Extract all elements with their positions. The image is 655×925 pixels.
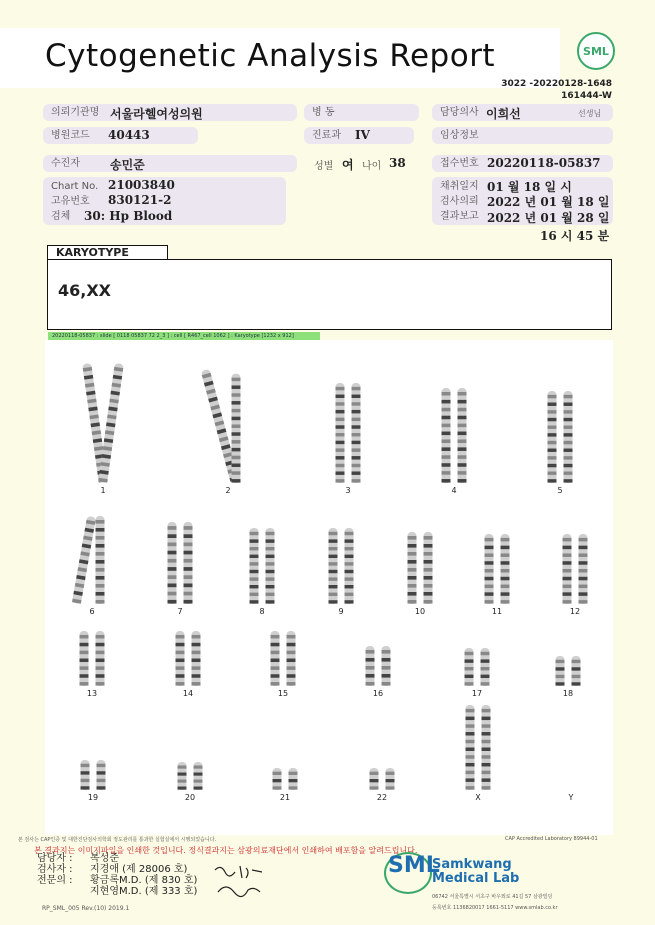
chromosome-label-13: 13 xyxy=(86,689,98,698)
chromosome-pair-8 xyxy=(250,528,275,604)
sml-logo-text: SML xyxy=(583,44,609,58)
chromosome-label-5: 5 xyxy=(557,486,563,495)
chromosome-pair-7 xyxy=(168,522,193,604)
receipt-label: 접수번호 xyxy=(440,158,479,169)
lab-address: 06742 서울특별시 서초구 바우뫼로 41길 57 삼광빌딩 xyxy=(432,894,553,900)
chart-value: 21003840 xyxy=(108,178,175,192)
report-number-line1: 3022 -20220128-1648 xyxy=(501,79,612,89)
chromosome-label-7: 7 xyxy=(177,607,183,616)
hospital-code-label: 병원코드 xyxy=(51,130,90,141)
chromosome-label-1: 1 xyxy=(100,486,106,495)
chromosome-pair-5 xyxy=(548,391,573,483)
chromosome-label-2: 2 xyxy=(225,486,231,495)
expert2-value: 지현영M.D. (제 333 호) xyxy=(90,886,198,897)
chromosome-label-15: 15 xyxy=(277,689,289,698)
request-label: 검사의뢰 xyxy=(440,196,479,207)
chromosome-label-22: 22 xyxy=(376,793,388,802)
chromosome-pair-17 xyxy=(465,648,490,686)
chromosome-pair-19 xyxy=(81,760,106,790)
id-label: 고유번호 xyxy=(51,196,90,207)
ward-label: 병 동 xyxy=(312,107,335,118)
id-value: 830121-2 xyxy=(108,193,172,207)
chromosome-pair-10 xyxy=(408,532,433,604)
karyotype-box xyxy=(47,259,612,330)
chromosome-pair-14 xyxy=(176,631,201,686)
age-value: 38 xyxy=(389,156,406,170)
karyogram-svg xyxy=(45,340,613,835)
lab-name-line1: Samkwang xyxy=(432,857,512,872)
chromosome-pair-16 xyxy=(366,646,391,686)
patient-field xyxy=(43,155,297,172)
chromosome-label-Y: Y xyxy=(568,793,574,802)
staff-label: 담당자 : xyxy=(37,853,73,864)
chromosome-label-9: 9 xyxy=(338,607,344,616)
chromosome-label-16: 16 xyxy=(372,689,384,698)
doctor-value: 이희선 xyxy=(486,107,521,121)
signature-image xyxy=(210,862,270,902)
lab-contact: 등록번호 1136820017 1661-5117 www.smlab.co.kr xyxy=(432,905,558,911)
chromosome-pair-22 xyxy=(370,768,395,790)
chromosome-pair-21 xyxy=(273,768,298,790)
lab-name xyxy=(432,858,519,886)
dept-value: IV xyxy=(355,128,370,142)
ward-field xyxy=(304,104,419,121)
karyotype-tab: KARYOTYPE xyxy=(47,245,168,260)
report-title: Cytogenetic Analysis Report xyxy=(45,38,496,74)
report-number-line2: 161444-W xyxy=(561,91,612,101)
sex-label: 성별 xyxy=(314,161,334,172)
chromosome-label-11: 11 xyxy=(491,607,503,616)
clinical-label: 임상정보 xyxy=(440,130,479,141)
chromosome-label-18: 18 xyxy=(562,689,574,698)
receipt-value: 20220118-05837 xyxy=(487,156,601,170)
tester-label: 검사자 : xyxy=(37,864,73,875)
chromosome-pair-15 xyxy=(271,631,296,686)
patient-label: 수진자 xyxy=(51,158,80,169)
specimen-value: 30: Hp Blood xyxy=(84,209,173,223)
chromosome-pair-9 xyxy=(329,528,354,604)
collect-label: 채취일지 xyxy=(440,181,479,192)
chromosome-pair-20 xyxy=(178,762,203,790)
expert-label: 전문의 : xyxy=(37,875,73,886)
chromosome-pair-13 xyxy=(80,631,105,686)
chromosome-pair-2 xyxy=(201,369,241,483)
chromosome-label-14: 14 xyxy=(182,689,194,698)
hospital-code-value: 40443 xyxy=(108,128,150,142)
chromosome-label-19: 19 xyxy=(87,793,99,802)
lab-logo: SML xyxy=(388,853,440,878)
dept-label: 진료과 xyxy=(312,130,341,141)
expert1-value: 황금록M.D. (제 830 호) xyxy=(90,875,198,886)
chromosome-pair-18 xyxy=(556,656,581,686)
karyogram-caption: 20220118-05837 : slide [ 0118 05837 72 2_3 ] : cell [ R467_cell 1062 ] : Karyotype [1232 x 912] xyxy=(48,332,320,340)
chromosome-pair-11 xyxy=(485,534,510,604)
request-value: 2022 년 01 월 18 일 xyxy=(487,195,610,209)
sml-logo xyxy=(577,32,615,70)
chromosome-label-21: 21 xyxy=(279,793,291,802)
patient-value: 송민준 xyxy=(110,158,145,172)
print-notice: 본 결과지는 이미지파일을 인쇄한 것입니다. 정식결과지는 삼광의료재단에서 인쇄하여 배포함을 알려드립니다. xyxy=(34,846,418,855)
result-time-value: 16 시 45 분 xyxy=(540,229,610,243)
chromosome-pair-4 xyxy=(442,388,467,483)
chromosome-label-20: 20 xyxy=(184,793,196,802)
chromosome-label-10: 10 xyxy=(414,607,426,616)
cap-note: CAP Accredited Laboratory 89944-01 xyxy=(505,836,598,842)
chromosome-pair-3 xyxy=(336,383,361,483)
age-label: 나이 xyxy=(362,161,382,172)
lab-name-line2: Medical Lab xyxy=(432,871,520,886)
chromosome-pair-X xyxy=(466,705,491,790)
chromosome-label-3: 3 xyxy=(345,486,351,495)
chromosome-pair-12 xyxy=(563,534,588,604)
chromosome-pair-6 xyxy=(72,516,105,604)
result-label: 결과보고 xyxy=(440,211,479,222)
report-number xyxy=(500,78,612,102)
result-value: 2022 년 01 월 28 일 xyxy=(487,211,610,225)
form-code: RP_SML_005 Rev.(10) 2019.1 xyxy=(42,905,130,912)
doctor-suffix: 선생님 xyxy=(578,109,602,118)
chromosome-label-8: 8 xyxy=(259,607,265,616)
karyogram-image xyxy=(45,340,613,835)
doctor-label: 담당의사 xyxy=(440,107,479,118)
accreditation-note: 본 검사는 CAP인증 및 대한진단검사의학회 정도관리를 통과한 실험실에서 시행되었습니다. xyxy=(18,837,217,843)
chromosome-label-17: 17 xyxy=(471,689,483,698)
chromosome-label-12: 12 xyxy=(569,607,581,616)
sex-value: 여 xyxy=(342,158,354,172)
institution-label: 의뢰기관명 xyxy=(51,107,100,118)
chromosome-pair-1 xyxy=(82,363,124,483)
tester-value: 지경애 (제 28006 호) xyxy=(90,864,188,875)
karyotype-value: 46,XX xyxy=(58,281,112,300)
specimen-label: 검체 xyxy=(51,211,71,222)
chart-label: Chart No. xyxy=(51,181,99,192)
chromosome-label-6: 6 xyxy=(89,607,95,616)
chromosome-label-4: 4 xyxy=(451,486,457,495)
collect-value: 01 월 18 일 시 xyxy=(487,180,572,194)
staff-value: 복성준 xyxy=(90,853,119,864)
institution-value: 서울라헬여성의원 xyxy=(110,107,203,121)
chromosome-label-X: X xyxy=(475,793,481,802)
clinical-field xyxy=(432,127,613,144)
